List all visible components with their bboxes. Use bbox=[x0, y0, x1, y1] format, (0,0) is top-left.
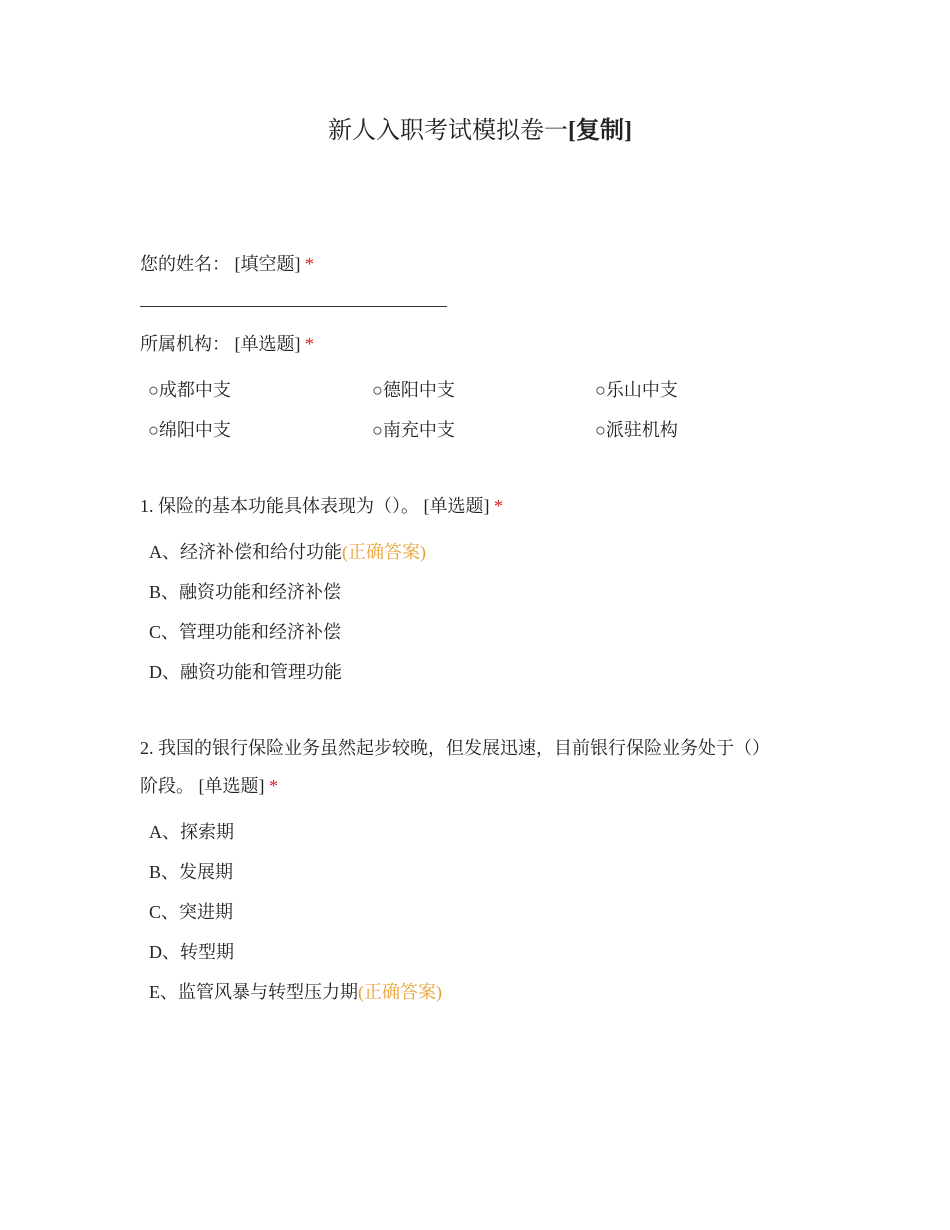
name-input-line[interactable] bbox=[140, 306, 447, 307]
option-text: C、管理功能和经济补偿 bbox=[149, 622, 342, 642]
org-option[interactable]: ○成都中支 bbox=[148, 380, 231, 400]
question-label: 所属机构： bbox=[140, 334, 230, 354]
option-text: A、探索期 bbox=[149, 822, 234, 842]
q2-option-e[interactable] bbox=[149, 980, 442, 1004]
org-option[interactable]: ○德阳中支 bbox=[372, 380, 455, 400]
q2-option-a[interactable] bbox=[149, 820, 234, 844]
option-text: D、转型期 bbox=[149, 942, 234, 962]
question-1 bbox=[140, 487, 503, 525]
question-text-line-2: 阶段。 bbox=[140, 776, 194, 796]
org-option[interactable]: ○南充中支 bbox=[372, 420, 455, 440]
option-text: D、融资功能和管理功能 bbox=[149, 662, 342, 682]
org-options-row-2 bbox=[148, 418, 848, 444]
q1-option-d[interactable] bbox=[149, 660, 342, 684]
page-title bbox=[0, 110, 950, 145]
question-type: [单选题] bbox=[198, 776, 265, 796]
q2-option-b[interactable] bbox=[149, 860, 233, 884]
option-text: C、突进期 bbox=[149, 902, 234, 922]
name-question bbox=[140, 245, 314, 283]
q1-option-c[interactable] bbox=[149, 620, 341, 644]
correct-answer-mark: (正确答案) bbox=[358, 982, 442, 1002]
option-text: A、经济补偿和给付功能 bbox=[149, 542, 342, 562]
q1-option-b[interactable] bbox=[149, 580, 341, 604]
q2-option-c[interactable] bbox=[149, 900, 233, 924]
question-type: [单选题] bbox=[234, 334, 301, 354]
question-label: 您的姓名： bbox=[140, 254, 230, 274]
required-marker: * bbox=[269, 776, 278, 796]
org-option[interactable]: ○乐山中支 bbox=[595, 380, 678, 400]
option-text: B、融资功能和经济补偿 bbox=[149, 582, 342, 602]
org-option[interactable]: ○派驻机构 bbox=[595, 420, 678, 440]
org-options-row-1 bbox=[148, 378, 848, 404]
required-marker: * bbox=[305, 254, 314, 274]
question-type: [单选题] bbox=[423, 496, 490, 516]
option-text: B、发展期 bbox=[149, 862, 234, 882]
question-2-line-2 bbox=[140, 767, 278, 805]
question-text-line-1: 2. 我国的银行保险业务虽然起步较晚，但发展迅速，目前银行保险业务处于（） bbox=[140, 738, 770, 758]
question-2 bbox=[140, 729, 770, 767]
correct-answer-mark: (正确答案) bbox=[342, 542, 426, 562]
required-marker: * bbox=[494, 496, 503, 516]
org-option[interactable]: ○绵阳中支 bbox=[148, 420, 231, 440]
q1-option-a[interactable] bbox=[149, 540, 426, 564]
title-main: 新人入职考试模拟卷一 bbox=[328, 118, 568, 144]
question-type: [填空题] bbox=[234, 254, 301, 274]
org-question bbox=[140, 325, 314, 363]
question-text: 1. 保险的基本功能具体表现为（）。 bbox=[140, 496, 419, 516]
q2-option-d[interactable] bbox=[149, 940, 234, 964]
title-suffix: [复制] bbox=[568, 118, 632, 144]
option-text: E、监管风暴与转型压力期 bbox=[149, 982, 358, 1002]
required-marker: * bbox=[305, 334, 314, 354]
